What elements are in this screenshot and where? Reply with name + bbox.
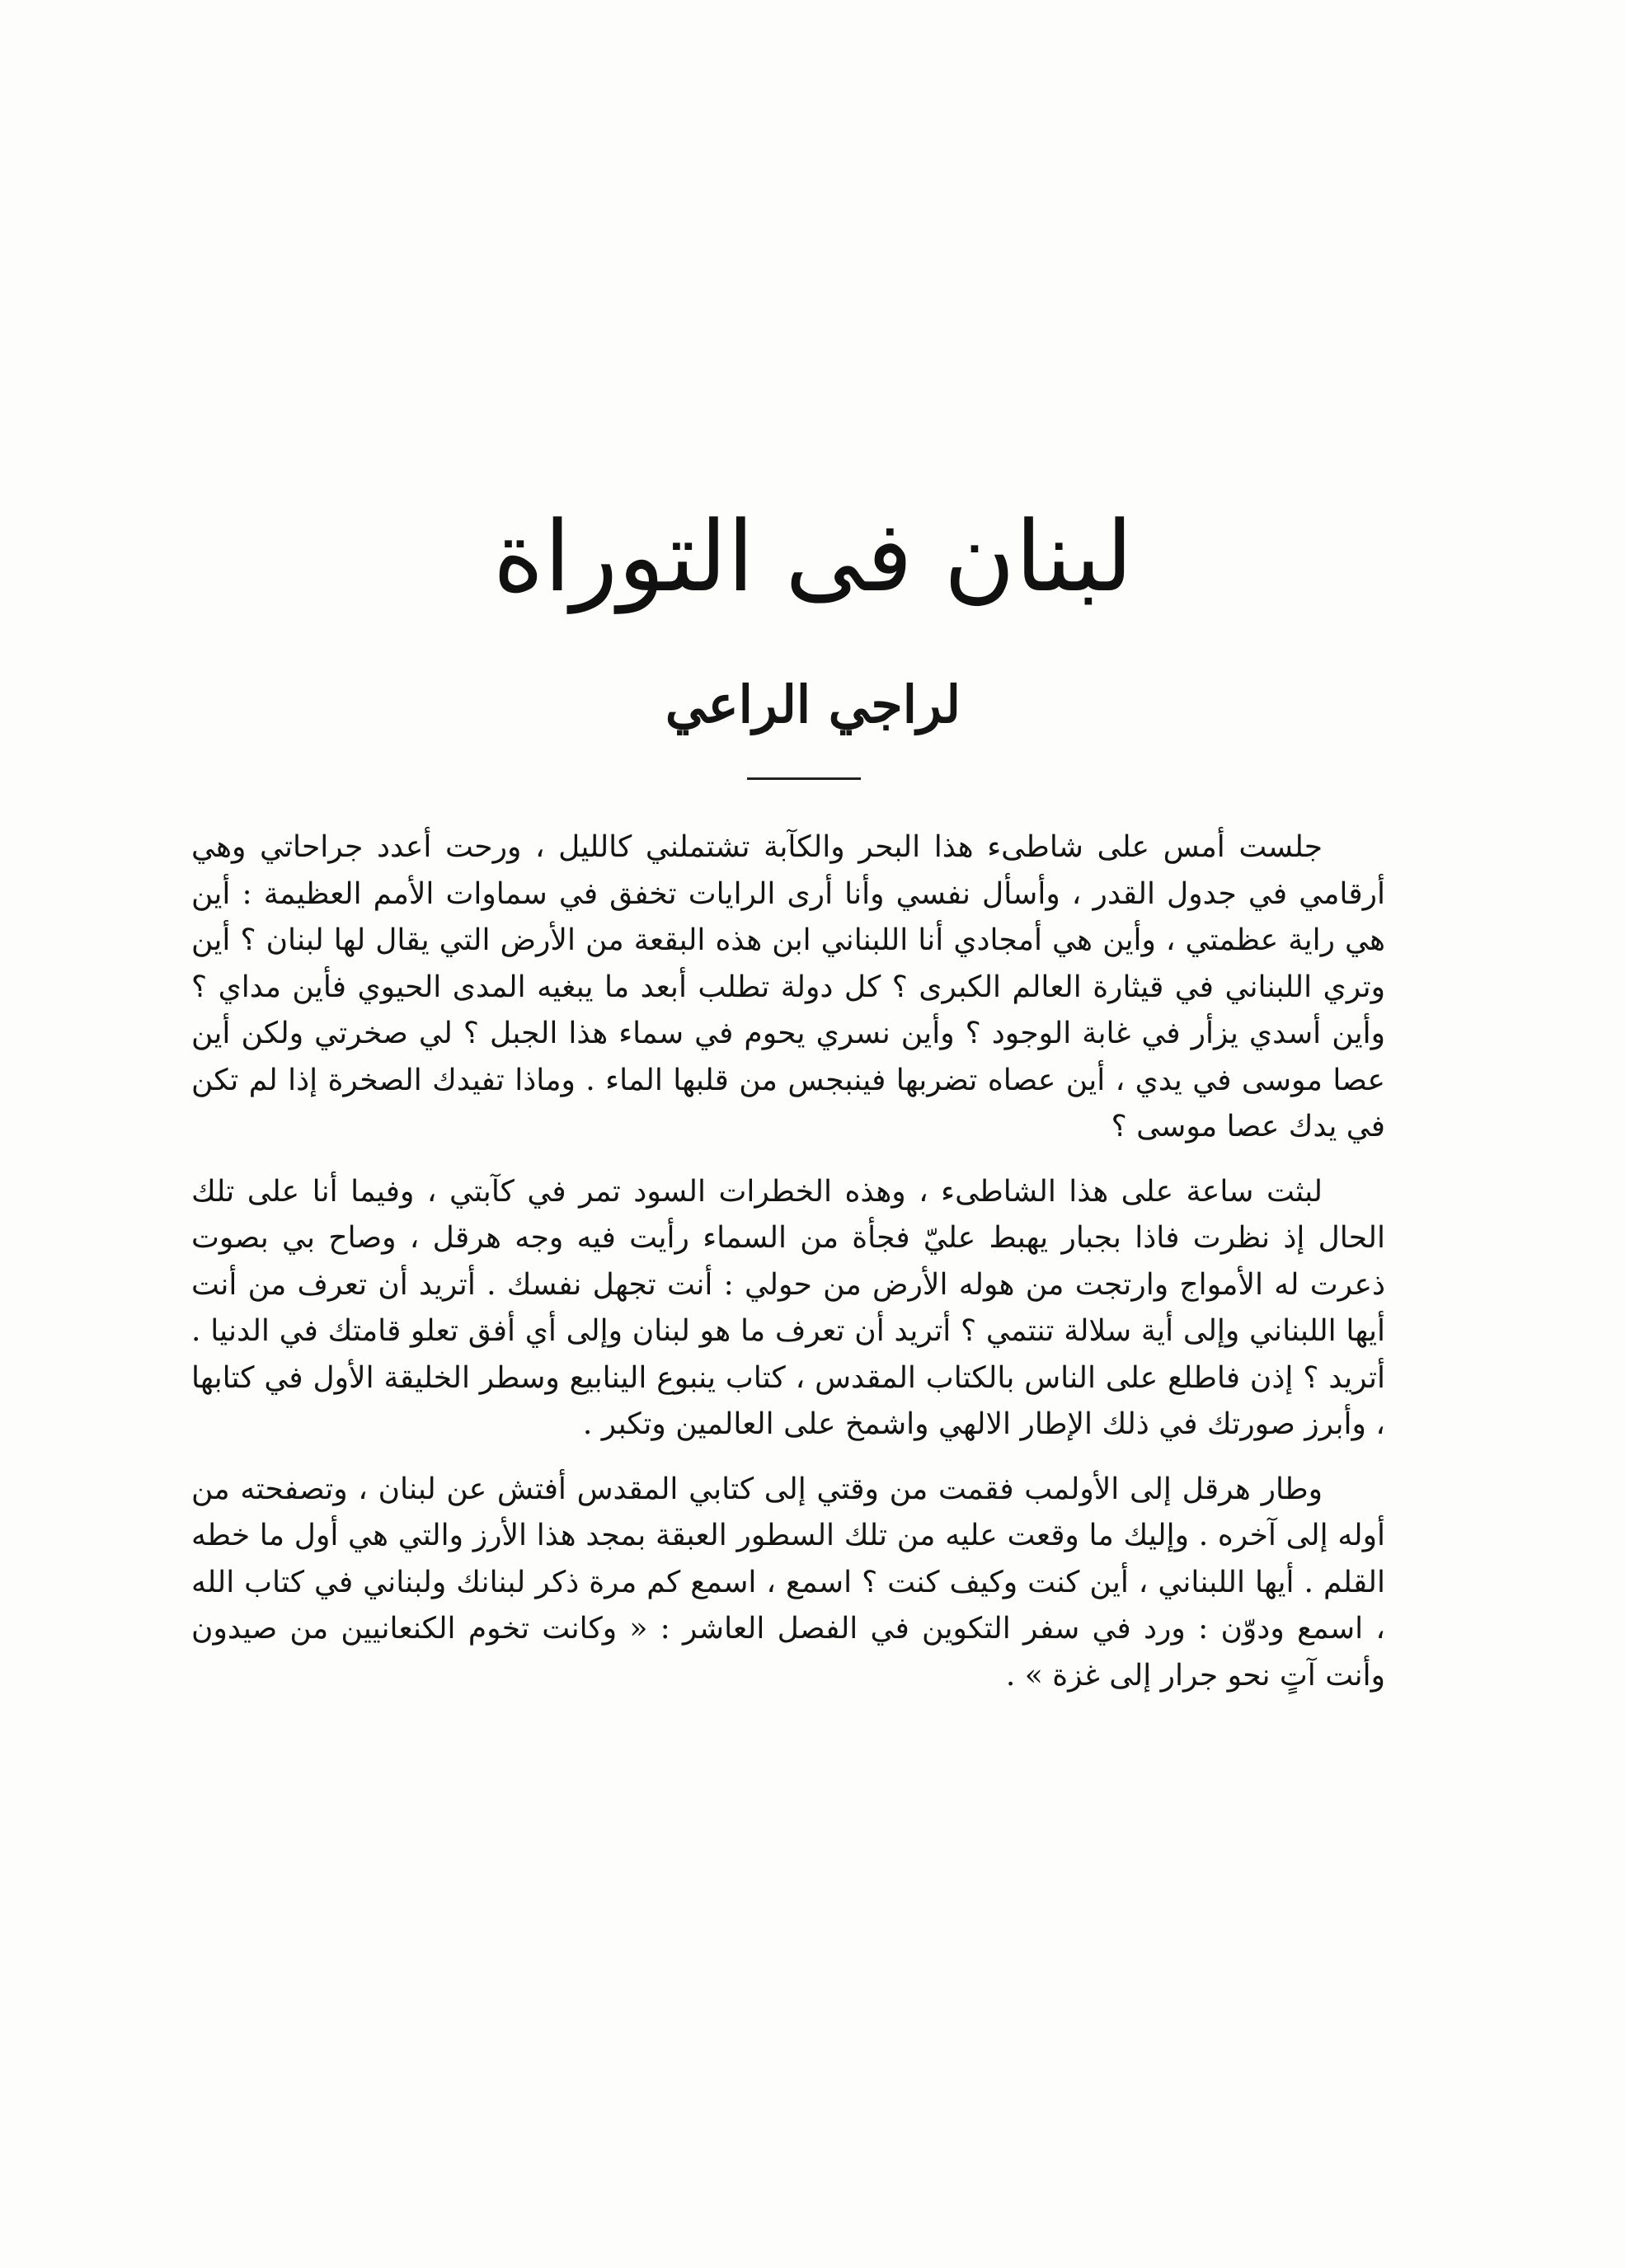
paragraph: وطار هرقل إلى الأولمب فقمت من وقتي إلى كتابي المقدس أفتش عن لبنان ، وتصفحته من أوله إلى آخره . وإليك ما وقعت عليه من تلك السطور العبقة بمجد هذا الأرز والتي هي أول ما خطه القلم . أيها اللبناني ، أين كنت وكيف كنت ؟ اسمع ، اسمع كم مرة ذكر لبنانك ولبناني في كتاب الله ، اسمع ودوّن : ورد في سفر التكوين في الفصل العاشر : « وكانت تخوم الكنعانيين من صيدون وأنت آتٍ نحو جرار إلى غزة » . <box>191 1472 1386 1693</box>
title-divider <box>747 777 861 780</box>
article-body <box>191 824 1385 1717</box>
paragraph: جلست أمس على شاطىء هذا البحر والكآبة تشتملني كالليل ، ورحت أعدد جراحاتي وهي أرقامي في جدول القدر ، وأسأل نفسي وأنا أرى الرايات تخفق في سماوات الأمم العظيمة : أين هي راية عظمتي ، وأين هي أمجادي أنا اللبناني ابن هذه البقعة من الأرض التي يقال لها لبنان ؟ أين وتري اللبناني في قيثارة العالم الكبرى ؟ كل دولة تطلب أبعد ما يبغيه المدى الحيوي فأين مداي ؟ وأين أسدي يزأر في غابة الوجود ؟ وأين نسري يحوم في سماء هذا الجبل ؟ لي صخرتي ولكن أين عصا موسى في يدي ، أين عصاه تضربها فينبجس من قلبها الماء . وماذا تفيدك الصخرة إذا لم تكن في يدك عصا موسى ؟ <box>191 830 1386 1143</box>
paragraph: لبثت ساعة على هذا الشاطىء ، وهذه الخطرات السود تمر في كآبتي ، وفيما أنا على تلك الحال إذ نظرت فاذا بجبار يهبط عليّ فجأة من السماء رأيت فيه وجه هرقل ، وصاح بي بصوت ذعرت له الأمواج وارتجت من هوله الأرض من حولي : أنت تجهل نفسك . أتريد أن تعرف من أنت أيها اللبناني وإلى أية سلالة تنتمي ؟ أتريد أن تعرف ما هو لبنان وإلى أي أفق تعلو قامتك في الدنيا . أتريد ؟ إذن فاطلع على الناس بالكتاب المقدس ، كتاب ينبوع الينابيع وسطر الخليقة الأول في كتابها ، وأبرز صورتك في ذلك الإطار الالهي واشمخ على العالمين وتكبر . <box>191 1174 1385 1441</box>
article-title: لبنان فى التوراة <box>492 500 1134 613</box>
article-author: لراجي الراعي <box>665 674 961 735</box>
